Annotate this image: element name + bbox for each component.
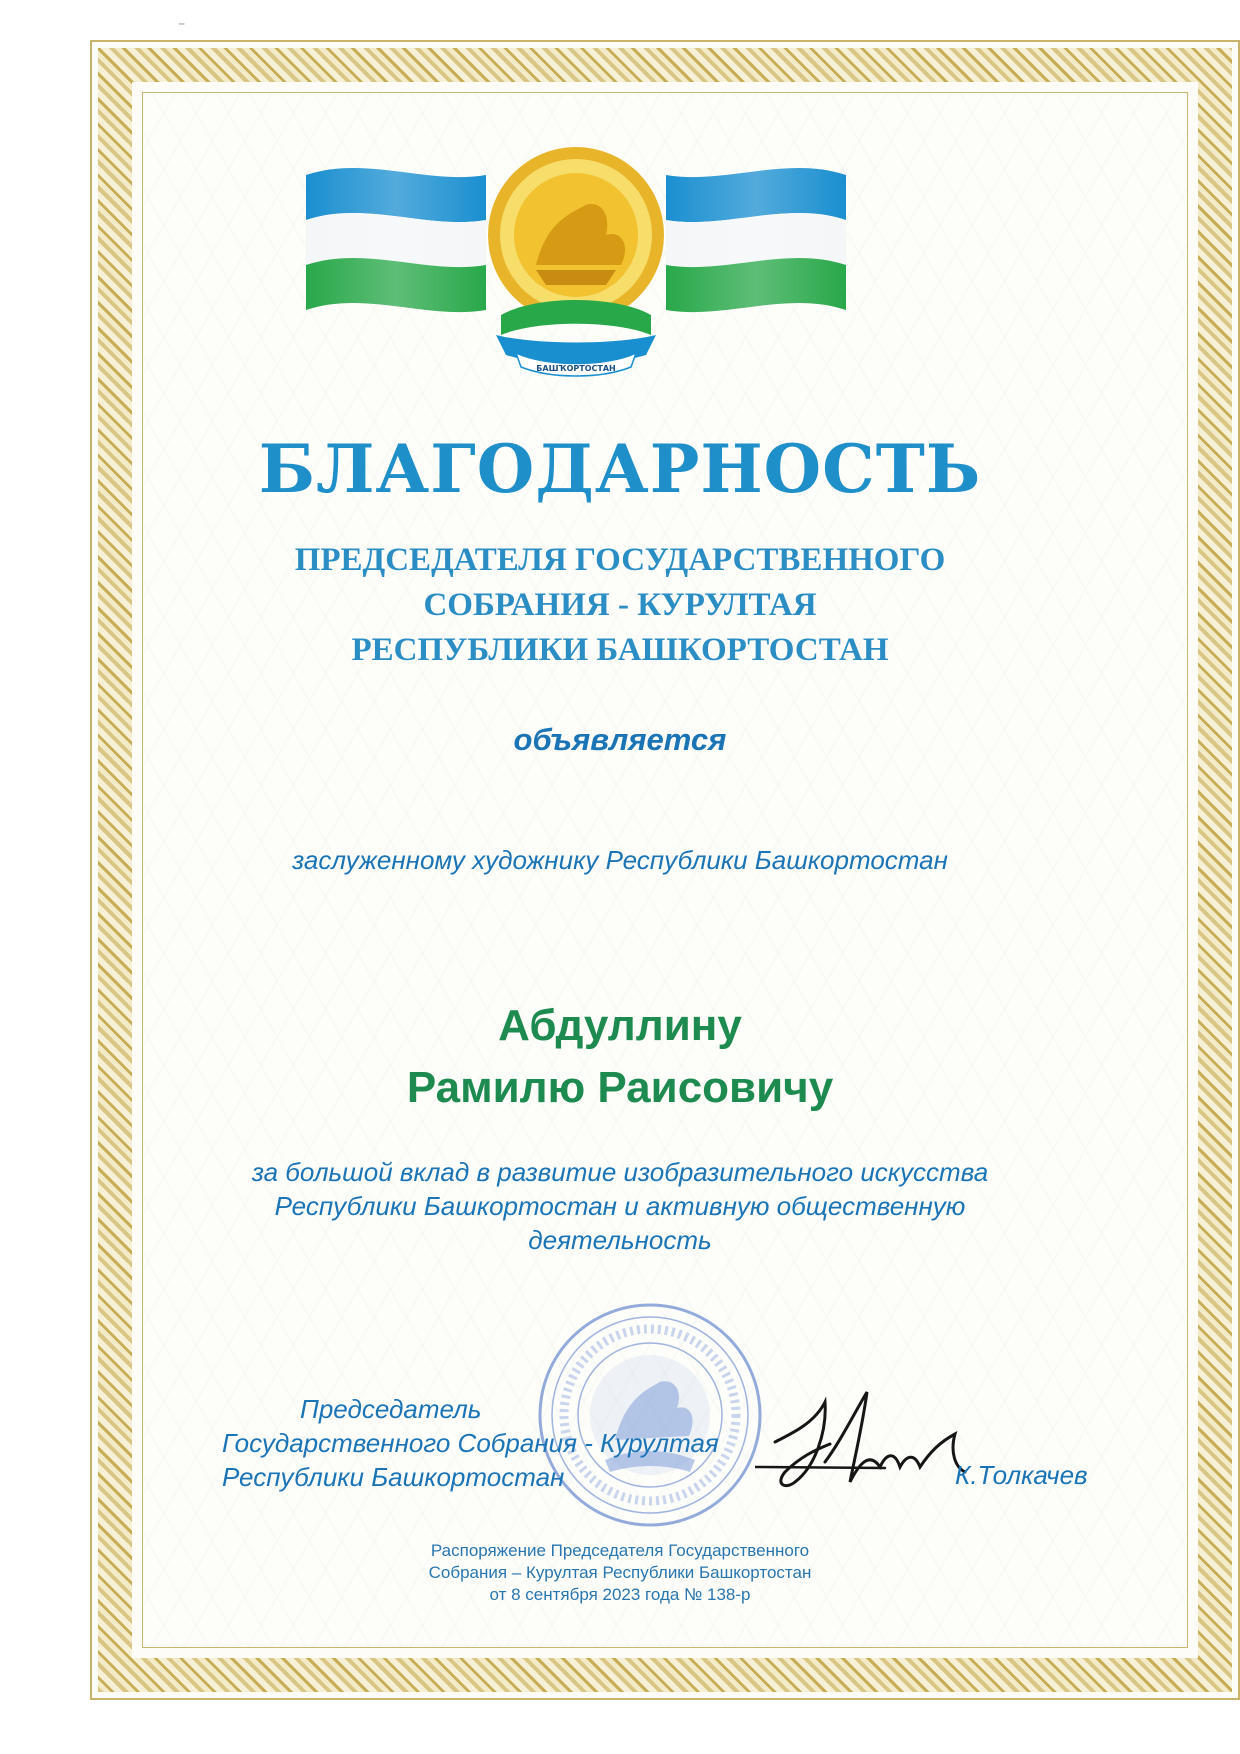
flag-with-emblem-icon (246, 145, 906, 385)
recipient-title: заслуженному художнику Республики Башкортостан (292, 845, 948, 875)
signatory-position (222, 1392, 719, 1494)
page-title: БЛАГОДАРНОСТЬ (258, 430, 982, 508)
order-line: Распоряжение Председателя Государственного (430, 1541, 810, 1560)
reason-line: Республики Башкортостан и активную общественную (274, 1191, 966, 1221)
signatory-line: Государственного Собрания - Курултая (222, 1428, 719, 1458)
issuer-line: СОБРАНИЯ - КУРУЛТАЯ (423, 587, 817, 623)
order-line: Собрания – Курултая Республики Башкортостан (428, 1563, 812, 1582)
issuer-title (0, 538, 1240, 673)
flag-left (306, 168, 486, 312)
emblem-caption: БАШҠОРТОСТАН (536, 364, 616, 373)
scan-mark: ⁻ (178, 18, 186, 34)
reason-line: за большой вклад в развитие изобразительного искусства (251, 1157, 989, 1187)
order-line: от 8 сентября 2023 года № 138-р (489, 1585, 751, 1604)
bashkortostan-emblem-icon (488, 147, 664, 376)
award-reason (0, 1155, 1240, 1257)
signatory-line: Республики Башкортостан (222, 1462, 565, 1492)
issuer-line: ПРЕДСЕДАТЕЛЯ ГОСУДАРСТВЕННОГО (294, 542, 946, 578)
reason-line: деятельность (528, 1225, 712, 1255)
recipient-name (0, 995, 1240, 1119)
recipient-surname: Абдуллину (498, 1001, 742, 1050)
recipient-given-names: Рамилю Раисовичу (406, 1063, 834, 1112)
signer-name: К.Толкачев (955, 1460, 1088, 1490)
order-reference (0, 1540, 1240, 1606)
signatory-line: Председатель (300, 1394, 482, 1424)
flag-right (666, 168, 846, 312)
announced-label: объявляется (513, 722, 727, 757)
issuer-line: РЕСПУБЛИКИ БАШКОРТОСТАН (351, 632, 889, 668)
